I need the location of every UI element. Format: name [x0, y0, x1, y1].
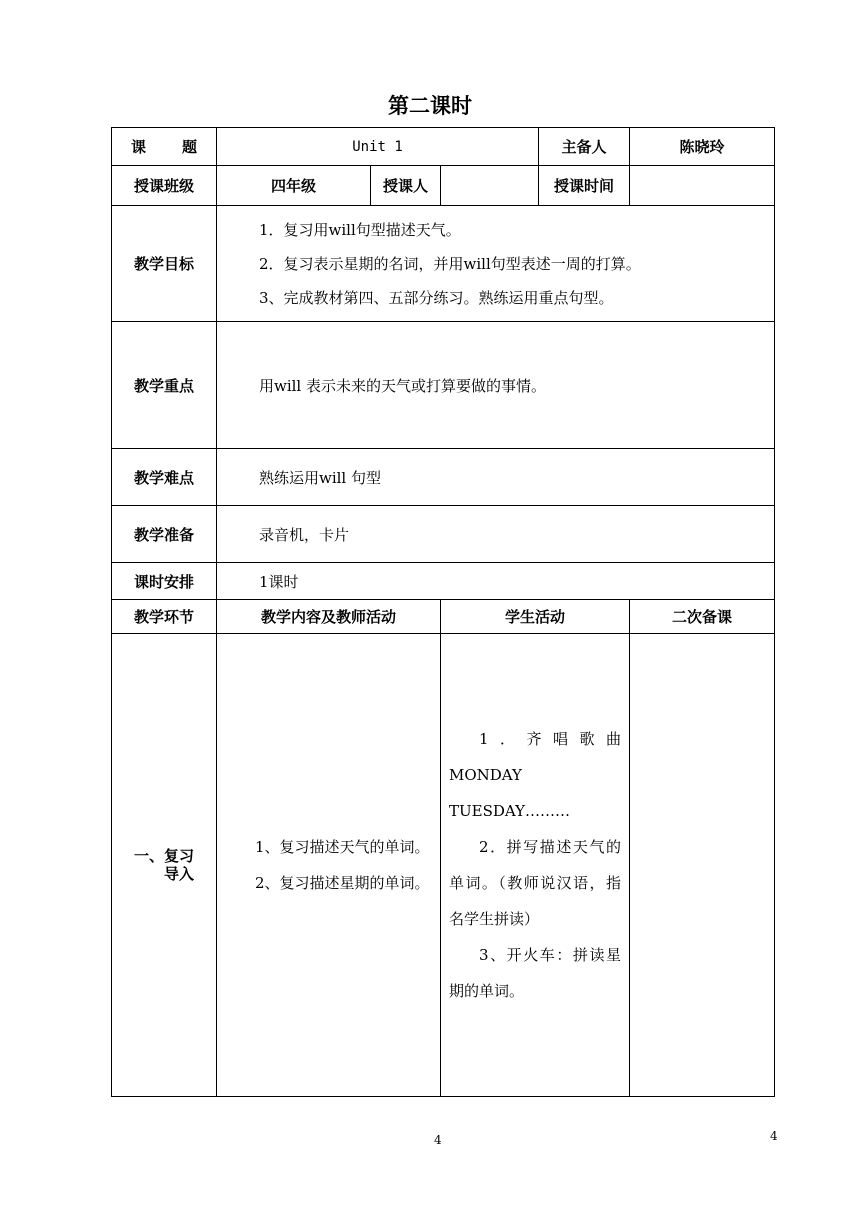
- class-row: [112, 166, 775, 206]
- difficulties-row: [112, 449, 775, 506]
- preparation-label: 教学准备: [112, 506, 217, 563]
- content-header: 教学内容及教师活动: [217, 600, 441, 634]
- schedule-row: [112, 563, 775, 600]
- stage-row: [112, 634, 775, 1097]
- second-prep-header: 二次备课: [630, 600, 775, 634]
- schedule-value: 1课时: [217, 563, 775, 600]
- preparation-value: 录音机，卡片: [217, 506, 775, 563]
- goals-list: [217, 206, 775, 322]
- goal-item: 1．复习用will句型描述天气。: [259, 220, 461, 239]
- key-points-row: [112, 322, 775, 449]
- schedule-label: 课时安排: [112, 563, 217, 600]
- teacher-activities: [217, 634, 441, 1097]
- page-number-right: 4: [770, 1129, 778, 1143]
- student-activity-item: 2．拼写描述天气的单词。（教师说汉语，指名学生拼读）: [449, 838, 622, 928]
- process-header-row: [112, 600, 775, 634]
- class-value: 四年级: [217, 166, 371, 206]
- lesson-plan-table: [111, 127, 775, 1097]
- stage-name: 一、复习 导入: [112, 634, 217, 1097]
- goals-label: 教学目标: [112, 206, 217, 322]
- time-value: [630, 166, 775, 206]
- key-points-label: 教学重点: [112, 322, 217, 449]
- page-number-center: 4: [434, 1133, 442, 1147]
- student-activities: [441, 634, 630, 1097]
- page-title: 第二课时: [388, 94, 472, 118]
- teacher-value: [441, 166, 539, 206]
- topic-label: 课 题: [112, 128, 217, 166]
- difficulties-label: 教学难点: [112, 449, 217, 506]
- teacher-label: 授课人: [371, 166, 441, 206]
- student-activity-item: 3、开火车：拼读星期的单词。: [449, 946, 622, 1000]
- goal-item: 2．复习表示星期的名词，并用will句型表述一周的打算。: [259, 254, 641, 273]
- stage-header: 教学环节: [112, 600, 217, 634]
- class-label: 授课班级: [112, 166, 217, 206]
- difficulties-value: 熟练运用will 句型: [217, 449, 775, 506]
- teacher-activity-item: 1、复习描述天气的单词。: [255, 838, 430, 856]
- preparation-row: [112, 506, 775, 563]
- preparer-value: 陈晓玲: [630, 128, 775, 166]
- goal-item: 3、完成教材第四、五部分练习。熟练运用重点句型。: [259, 288, 614, 307]
- topic-row: [112, 128, 775, 166]
- student-header: 学生活动: [441, 600, 630, 634]
- student-activity-item: 1．齐唱歌曲MONDAY TUESDAY………: [449, 730, 622, 820]
- time-label: 授课时间: [539, 166, 630, 206]
- goals-row: [112, 206, 775, 322]
- teacher-activity-item: 2、复习描述星期的单词。: [255, 874, 430, 892]
- second-prep-cell: [630, 634, 775, 1097]
- key-points-value: 用will 表示未来的天气或打算要做的事情。: [217, 322, 775, 449]
- topic-value: Unit 1: [217, 128, 539, 166]
- preparer-label: 主备人: [539, 128, 630, 166]
